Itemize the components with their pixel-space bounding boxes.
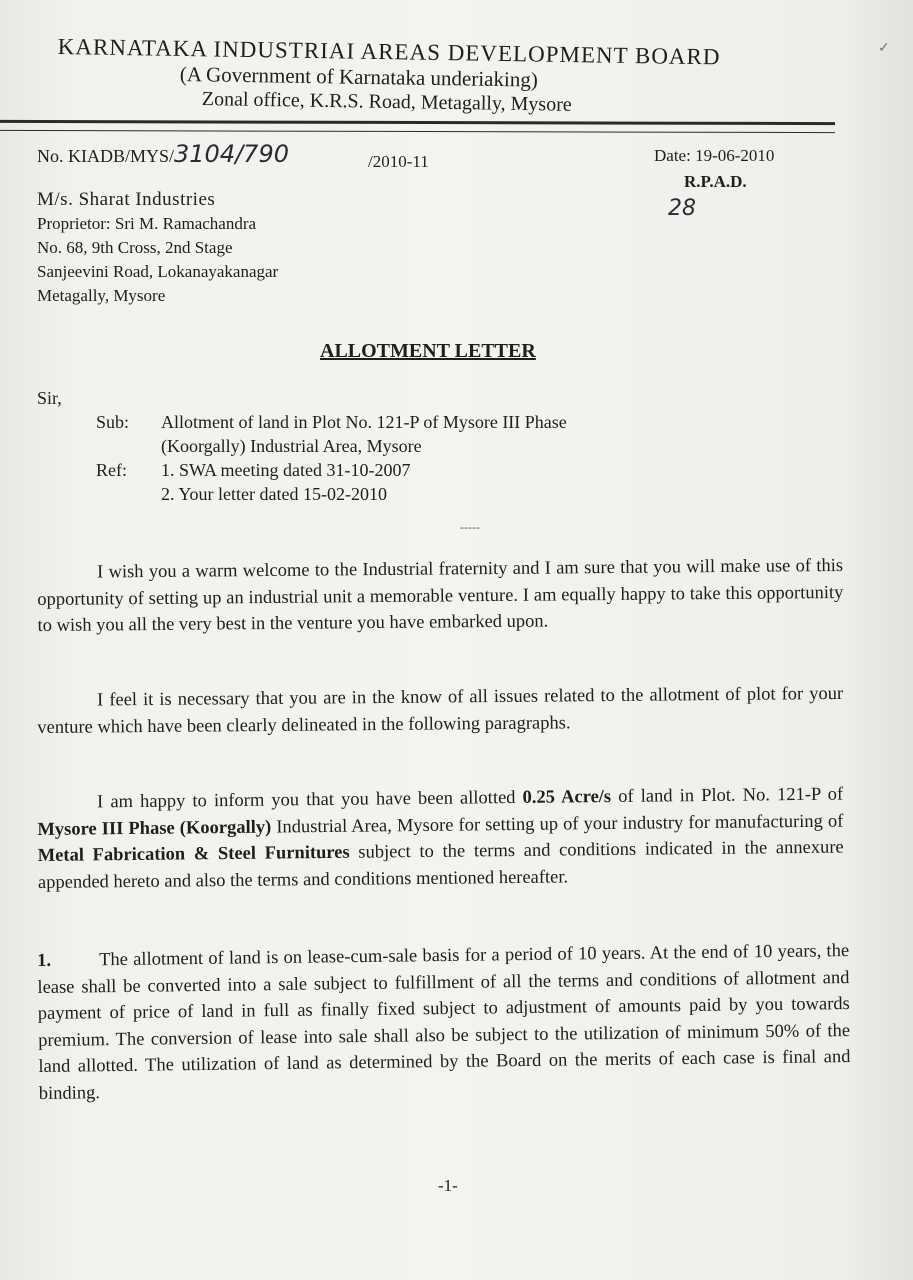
subject-line: Allotment of land in Plot No. 121-P of Mysore III Phase	[161, 412, 567, 432]
subject-block	[96, 410, 567, 506]
addressee-line: Proprietor: Sri M. Ramachandra	[37, 214, 257, 233]
clause-number: 1.	[37, 950, 52, 971]
clause-1	[37, 938, 851, 1107]
org-name: KARNATAKA INDUSTRIAI AREAS DEVELOPMENT BOARD	[57, 34, 721, 70]
delivery-mode: R.P.A.D.	[684, 172, 747, 191]
industry-type: Metal Fabrication & Steel Furnitures	[37, 842, 350, 866]
addressee-block	[37, 188, 278, 308]
sub-label: Sub:	[96, 412, 130, 432]
clause-text: The allotment of land is on lease-cum-sale basis for a period of 10 years. At the end of 10 years, the lease shall be converted into a sale subject to fulfillment of all the terms and conditions of allotment and payment of price of land in full as finally fixed subject to adjustment of amounts paid by you towards premium. The conversion of lease into sale shall also be subject to the utilization of minimum 50% of the land allotted. The utilization of land as determined by the Board on the merits of each case is final and binding.	[37, 941, 851, 1104]
industrial-area-name: Mysore III Phase (Koorgally)	[37, 817, 272, 840]
pen-mark-icon: ✓	[878, 41, 890, 56]
separator-dash: -----	[460, 520, 480, 534]
paragraph-welcome: I wish you a warm welcome to the Industrial fraternity and I am sure that you will make use of this opportunity of setting up an industrial unit a memorable venture. I am equally happy to take this opportunity to wish you all the very best in the venture you have embarked upon.	[37, 555, 844, 636]
addressee-line: Metagally, Mysore	[37, 286, 166, 305]
reference-number	[37, 140, 289, 168]
paragraph-allotment: I am happy to inform you that you have been allotted 0.25 Acre/s of land in Plot. No. 121-P of Mysore III Phase (Koorgally) Industrial Area, Mysore for setting up of your industry for manufacturing of Metal Fabrication & Steel Furnitures subject to the terms and conditions indicated in the annexure appended hereto and also the terms and conditions mentioned hereafter.	[37, 784, 844, 893]
org-subtitle: (A Government of Karnataka underiaking)	[179, 62, 539, 92]
letter-date: Date: 19-06-2010	[654, 146, 775, 165]
addressee-line: Sanjeevini Road, Lokanayakanagar	[37, 262, 279, 281]
letter-title: ALLOTMENT LETTER	[320, 340, 536, 362]
subject-line: (Koorgally) Industrial Area, Mysore	[161, 436, 422, 456]
ref-year: /2010-11	[368, 152, 429, 171]
ref-prefix: No. KIADB/MYS/	[37, 146, 175, 166]
header-divider	[0, 120, 835, 133]
handwritten-number: 28	[668, 196, 696, 221]
addressee-firm: M/s. Sharat Industries	[37, 189, 216, 210]
salutation: Sir,	[37, 388, 62, 408]
page-number: -1-	[438, 1176, 458, 1195]
ref-label: Ref:	[96, 460, 127, 480]
reference-line: 1. SWA meeting dated 31-10-2007	[161, 460, 411, 480]
allotted-area: 0.25 Acre/s	[522, 786, 612, 808]
office-address: Zonal office, K.R.S. Road, Metagally, Mysore	[201, 88, 572, 116]
reference-line: 2. Your letter dated 15-02-2010	[161, 484, 387, 504]
addressee-line: No. 68, 9th Cross, 2nd Stage	[37, 238, 233, 257]
paragraph-issues: I feel it is necessary that you are in the know of all issues related to the allotment of plot for your venture which have been clearly delineated in the following paragraphs.	[37, 683, 844, 738]
ref-handwritten: 3104/790	[174, 140, 289, 168]
